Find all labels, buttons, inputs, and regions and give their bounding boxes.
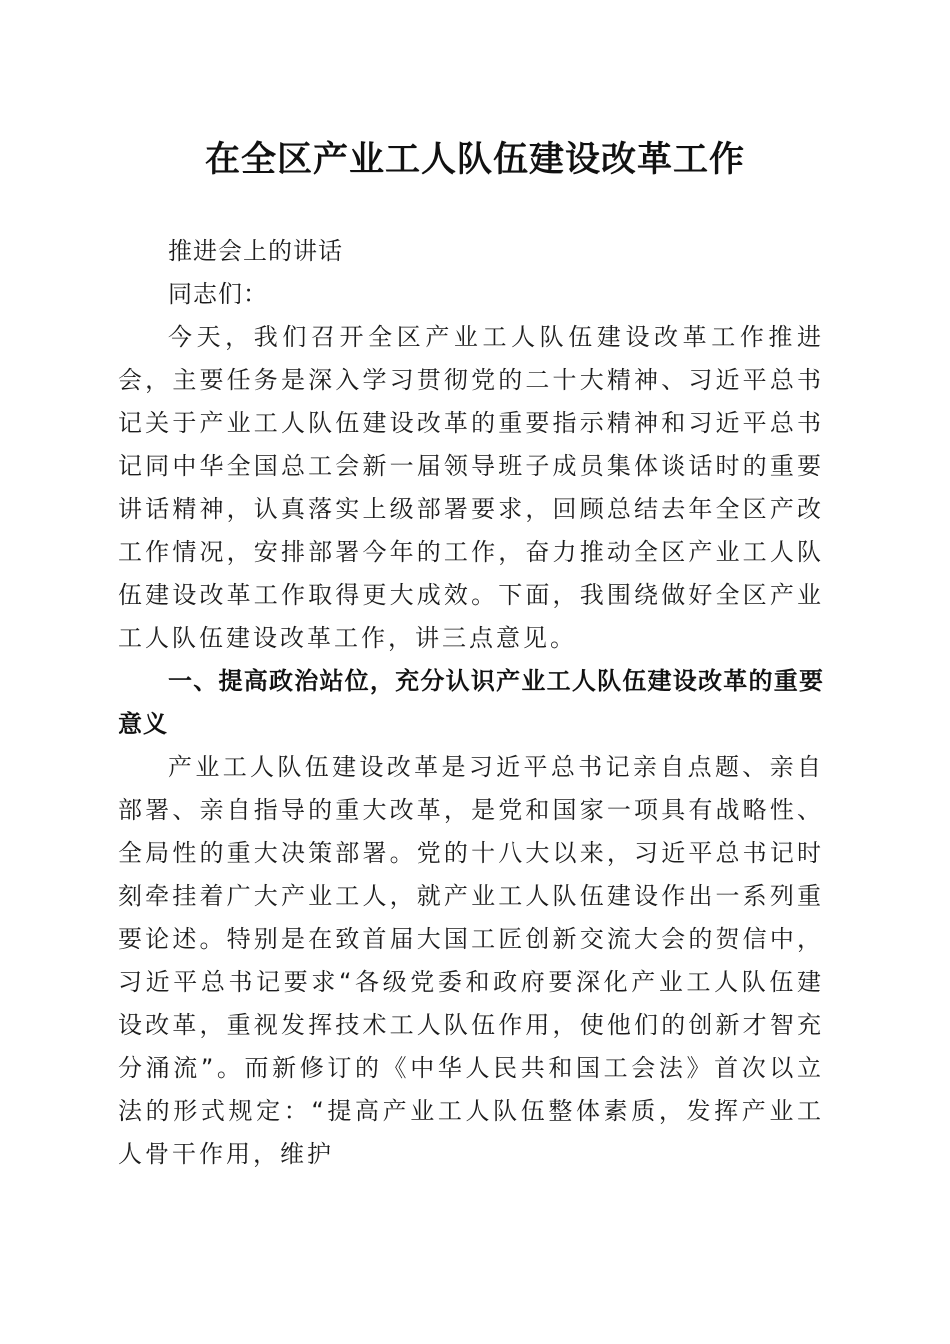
intro-paragraph: 今天，我们召开全区产业工人队伍建设改革工作推进会，主要任务是深入学习贯彻党的二十大精神、习近平总书记关于产业工人队伍建设改革的重要指示精神和习近平总书记同中华全国总工会新一届领导班子成员集体谈话时的重要讲话精神，认真落实上级部署要求，回顾总结去年全区产改工作情况，安排部署今年的工作，奋力推动全区产业工人队伍建设改革工作取得更大成效。下面，我围绕做好全区产业工人队伍建设改革工作，讲三点意见。 <box>118 323 824 652</box>
section-paragraph: 产业工人队伍建设改革是习近平总书记亲自点题、亲自部署、亲自指导的重大改革，是党和国家一项具有战略性、全局性的重大决策部署。党的十八大以来，习近平总书记时刻牵挂着广大产业工人，就产业工人队伍建设作出一系列重要论述。特别是在致首届大国工匠创新交流大会的贺信中，习近平总书记要求“各级党委和政府要深化产业工人队伍建设改革，重视发挥技术工人队伍作用，使他们的创新才智充分涌流”。而新修订的《中华人民共和国工会法》首次以立法的形式规定：“提高产业工人队伍整体素质，发挥产业工人骨干作用，维护 <box>118 753 824 1168</box>
page-bottom-margin <box>0 1300 950 1301</box>
salutation: 同志们： <box>168 280 268 308</box>
document-subtitle: 推进会上的讲话 <box>168 237 343 265</box>
section-heading: 一、提高政治站位，充分认识产业工人队伍建设改革的重要意义 <box>118 667 824 738</box>
document-title: 在全区产业工人队伍建设改革工作 <box>204 139 745 180</box>
document-body <box>118 230 824 1176</box>
